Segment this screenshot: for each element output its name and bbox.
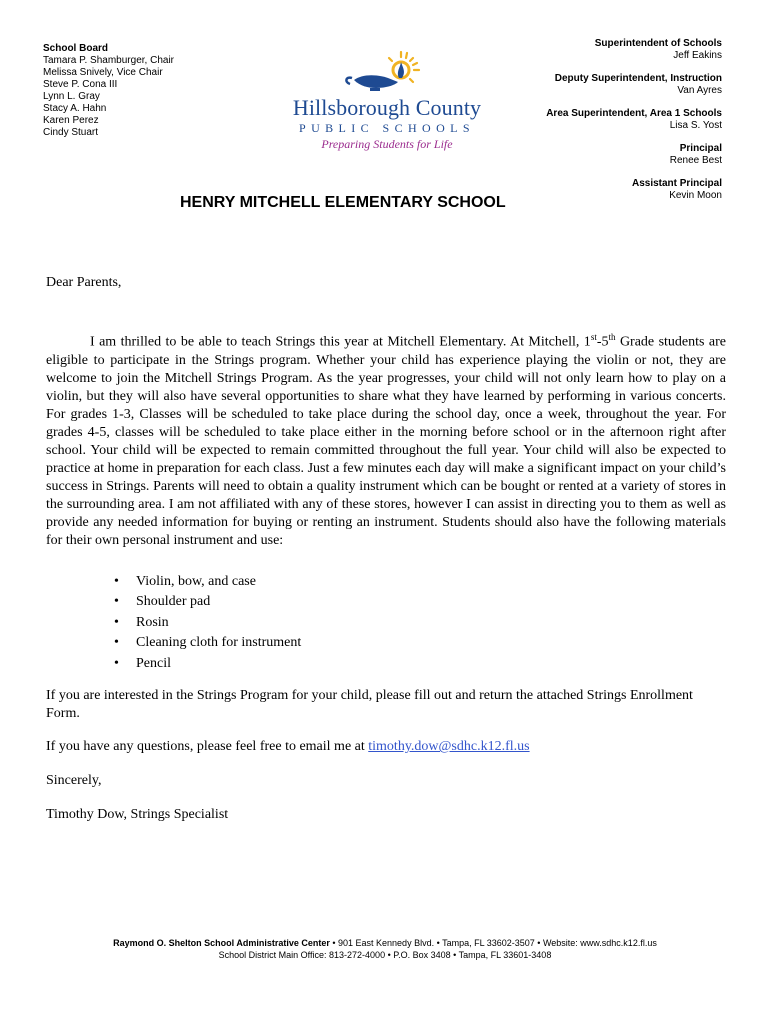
flame-icon (389, 52, 419, 82)
list-item: • Shoulder pad (136, 592, 726, 613)
list-item: • Pencil (136, 654, 726, 675)
board-member: Lynn L. Gray (43, 91, 100, 102)
school-board-heading: School Board (43, 43, 109, 54)
official-area-superintendent (546, 108, 722, 132)
list-item: • Cleaning cloth for instrument (136, 633, 726, 654)
official-name: Van Ayres (677, 85, 722, 96)
superscript: th (608, 332, 616, 342)
letter-body (46, 274, 726, 824)
official-name: Lisa S. Yost (669, 120, 722, 131)
official-deputy-superintendent (546, 73, 722, 97)
body-text: Grade students are eligible to participate in the Strings program. Whether your child has experience playing the violin or not, they are welcome to join the Mitchell Strings Program. As the year progresses, your child will not only learn how to play on a violin, but they will also have several opportunities to share what they have learned by performing in various concerts. For grades 1-3, Classes will be scheduled to take place during the school day, once a week, throughout the year. For grades 4-5, classes will be scheduled to take place either in the morning before school or in the afternoon right after school. Your child will be expected to remain committed throughout the full year. Your child will also be expected to practice at home in preparation for each class. Just a few minutes each day will make a significant impact on your child’s success in Strings. Parents will need to obtain a quality instrument which can be bought or rented at a variety of stores in the surrounding area. I am not affiliated with any of these stores, however I can assist in directing you to them as well as provide any needed information for buying or renting an instrument. Students should also have the following materials for their own personal instrument and use: (46, 334, 726, 548)
official-title: Area Superintendent, Area 1 Schools (546, 108, 722, 119)
body-text: I am thrilled to be able to teach Strings this year at Mitchell Elementary. At Mitchell, 1 (90, 334, 591, 350)
board-member: Stacy A. Hahn (43, 103, 107, 114)
questions-text: If you have any questions, please feel free to email me at (46, 739, 369, 755)
superscript: st (590, 332, 597, 342)
officials-list (546, 38, 722, 213)
board-member: Cindy Stuart (43, 127, 99, 138)
district-subtitle: PUBLIC SCHOOLS (299, 121, 475, 135)
footer-line-2: School District Main Office: 813-272-4000 • P.O. Box 3408 • Tampa, FL 33601-3408 (218, 950, 552, 960)
official-title: Superintendent of Schools (594, 38, 722, 49)
signature: Timothy Dow, Strings Specialist (46, 807, 229, 823)
official-principal (546, 143, 722, 167)
official-name: Kevin Moon (669, 190, 722, 201)
admin-center-name: Raymond O. Shelton School Administrative Center (113, 938, 330, 948)
list-item: • Rosin (136, 613, 726, 634)
footer-line-1 (0, 937, 770, 949)
board-member: Karen Perez (43, 115, 99, 126)
list-item: • Violin, bow, and case (136, 572, 726, 593)
email-link[interactable]: timothy.dow@sdhc.k12.fl.us (368, 739, 530, 755)
official-name: Renee Best (669, 155, 722, 166)
footer-address: • 901 East Kennedy Blvd. • Tampa, FL 33602-3507 • Website: www.sdhc.k12.fl.us (329, 938, 657, 948)
salutation: Dear Parents, (46, 275, 122, 290)
footer (0, 937, 770, 961)
official-superintendent (546, 38, 722, 62)
closing: Sincerely, (46, 773, 102, 789)
body-text: -5 (596, 334, 609, 350)
school-board-list (43, 43, 174, 139)
district-name: Hillsborough County (292, 95, 482, 120)
board-member: Melissa Snively, Vice Chair (43, 67, 163, 78)
questions-paragraph (46, 738, 726, 756)
district-tagline: Preparing Students for Life (321, 137, 453, 151)
official-title: Principal (679, 143, 722, 154)
board-member: Steve P. Cona III (43, 79, 118, 90)
board-member: Tamara P. Shamburger, Chair (43, 55, 174, 66)
materials-list (46, 572, 726, 675)
official-title: Deputy Superintendent, Instruction (554, 73, 722, 84)
official-assistant-principal (546, 178, 722, 202)
official-title: Assistant Principal (631, 178, 722, 189)
official-name: Jeff Eakins (673, 50, 722, 61)
body-paragraph (46, 328, 726, 550)
enrollment-paragraph: If you are interested in the Strings Program for your child, please fill out and return the attached Strings Enrollment Form. (46, 688, 693, 722)
school-name-heading: HENRY MITCHELL ELEMENTARY SCHOOL (180, 194, 506, 211)
